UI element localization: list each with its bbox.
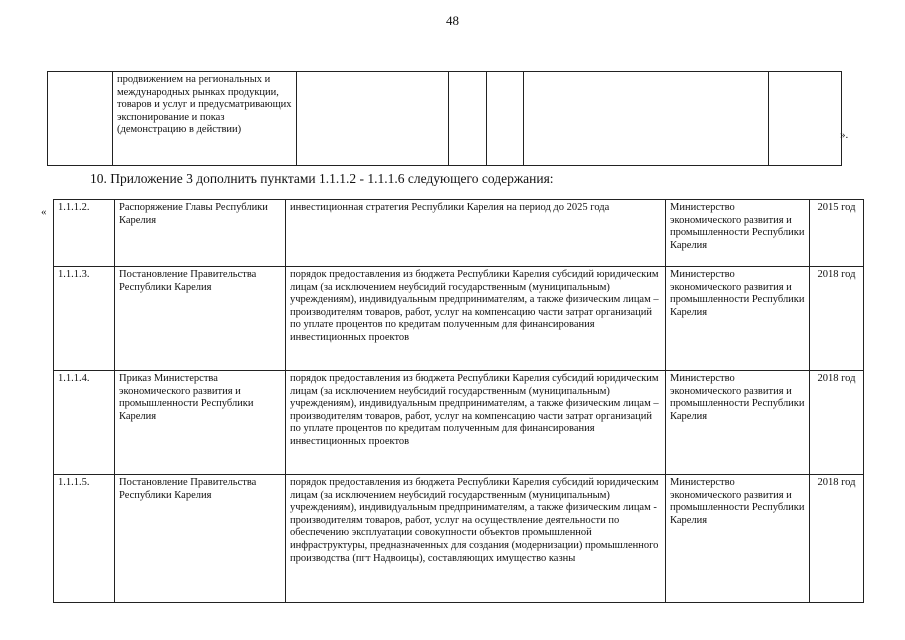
year: 2018 год: [810, 371, 864, 475]
table-cell-description: продвижением на региональных и международных рынках продукции, товаров и услуг и предусматривающих экспонирование и показ (демонстрацию в действии): [113, 72, 297, 166]
year: 2018 год: [810, 475, 864, 603]
document-type: Постановление Правительства Республики Карелия: [115, 267, 286, 371]
document-type: Распоряжение Главы Республики Карелия: [115, 200, 286, 267]
responsible-organization: Министерство экономического развития и промышленности Республики Карелия: [666, 200, 810, 267]
responsible-organization: Министерство экономического развития и промышленности Республики Карелия: [666, 475, 810, 603]
table-row: [54, 475, 864, 603]
table-row: [54, 267, 864, 371]
table-cell: [524, 72, 769, 166]
table-row: [54, 200, 864, 267]
opening-quote-mark: «: [41, 206, 47, 218]
table-cell: [449, 72, 487, 166]
row-number: 1.1.1.2.: [54, 200, 115, 267]
row-number: 1.1.1.4.: [54, 371, 115, 475]
amendment-instruction: 10. Приложение 3 дополнить пунктами 1.1.1.2 - 1.1.1.6 следующего содержания:: [90, 171, 554, 186]
closing-quote-mark: ».: [840, 129, 849, 141]
table-cell: [769, 72, 842, 166]
table-row: [48, 72, 842, 166]
table-row: [54, 371, 864, 475]
document-title: инвестиционная стратегия Республики Карелия на период до 2025 года: [286, 200, 666, 267]
document-title: порядок предоставления из бюджета Республики Карелия субсидий юридическим лицам (за исключением неубсидий государственным (муниципальным) учреждениям), индивидуальным предпринимателям, а также физическим лицам - производителям товаров, работ, услуг на осуществление деятельности по обеспечению эксплуатации совокупности объектов промышленной инфраструктуры, предназначенных для создания (модернизации) промышленного производства (пгт Надвоицы), составляющих имущество казны: [286, 475, 666, 603]
table-cell: [297, 72, 449, 166]
year: 2018 год: [810, 267, 864, 371]
responsible-organization: Министерство экономического развития и промышленности Республики Карелия: [666, 371, 810, 475]
document-type: Приказ Министерства экономического развития и промышленности Республики Карелия: [115, 371, 286, 475]
responsible-organization: Министерство экономического развития и промышленности Республики Карелия: [666, 267, 810, 371]
continued-table-fragment: [47, 71, 842, 166]
page-number: 48: [446, 13, 459, 28]
row-number: 1.1.1.5.: [54, 475, 115, 603]
appendix-table: [53, 199, 864, 603]
document-title: порядок предоставления из бюджета Республики Карелия субсидий юридическим лицам (за исключением неубсидий государственным (муниципальным) учреждениям), индивидуальным предпринимателям, а также физическим лицам – производителям товаров, работ, услуг на компенсацию части затрат организаций по уплате процентов по кредитам полученным для финансирования инвестиционных проектов: [286, 371, 666, 475]
year: 2015 год: [810, 200, 864, 267]
table-cell: [48, 72, 113, 166]
document-title: порядок предоставления из бюджета Республики Карелия субсидий юридическим лицам (за исключением неубсидий государственным (муниципальным) учреждениям), индивидуальным предпринимателям, а также физическим лицам – производителям товаров, работ, услуг на компенсацию части затрат организаций по уплате процентов по кредитам полученным для финансирования инвестиционных проектов: [286, 267, 666, 371]
document-type: Постановление Правительства Республики Карелия: [115, 475, 286, 603]
table-cell: [487, 72, 524, 166]
row-number: 1.1.1.3.: [54, 267, 115, 371]
